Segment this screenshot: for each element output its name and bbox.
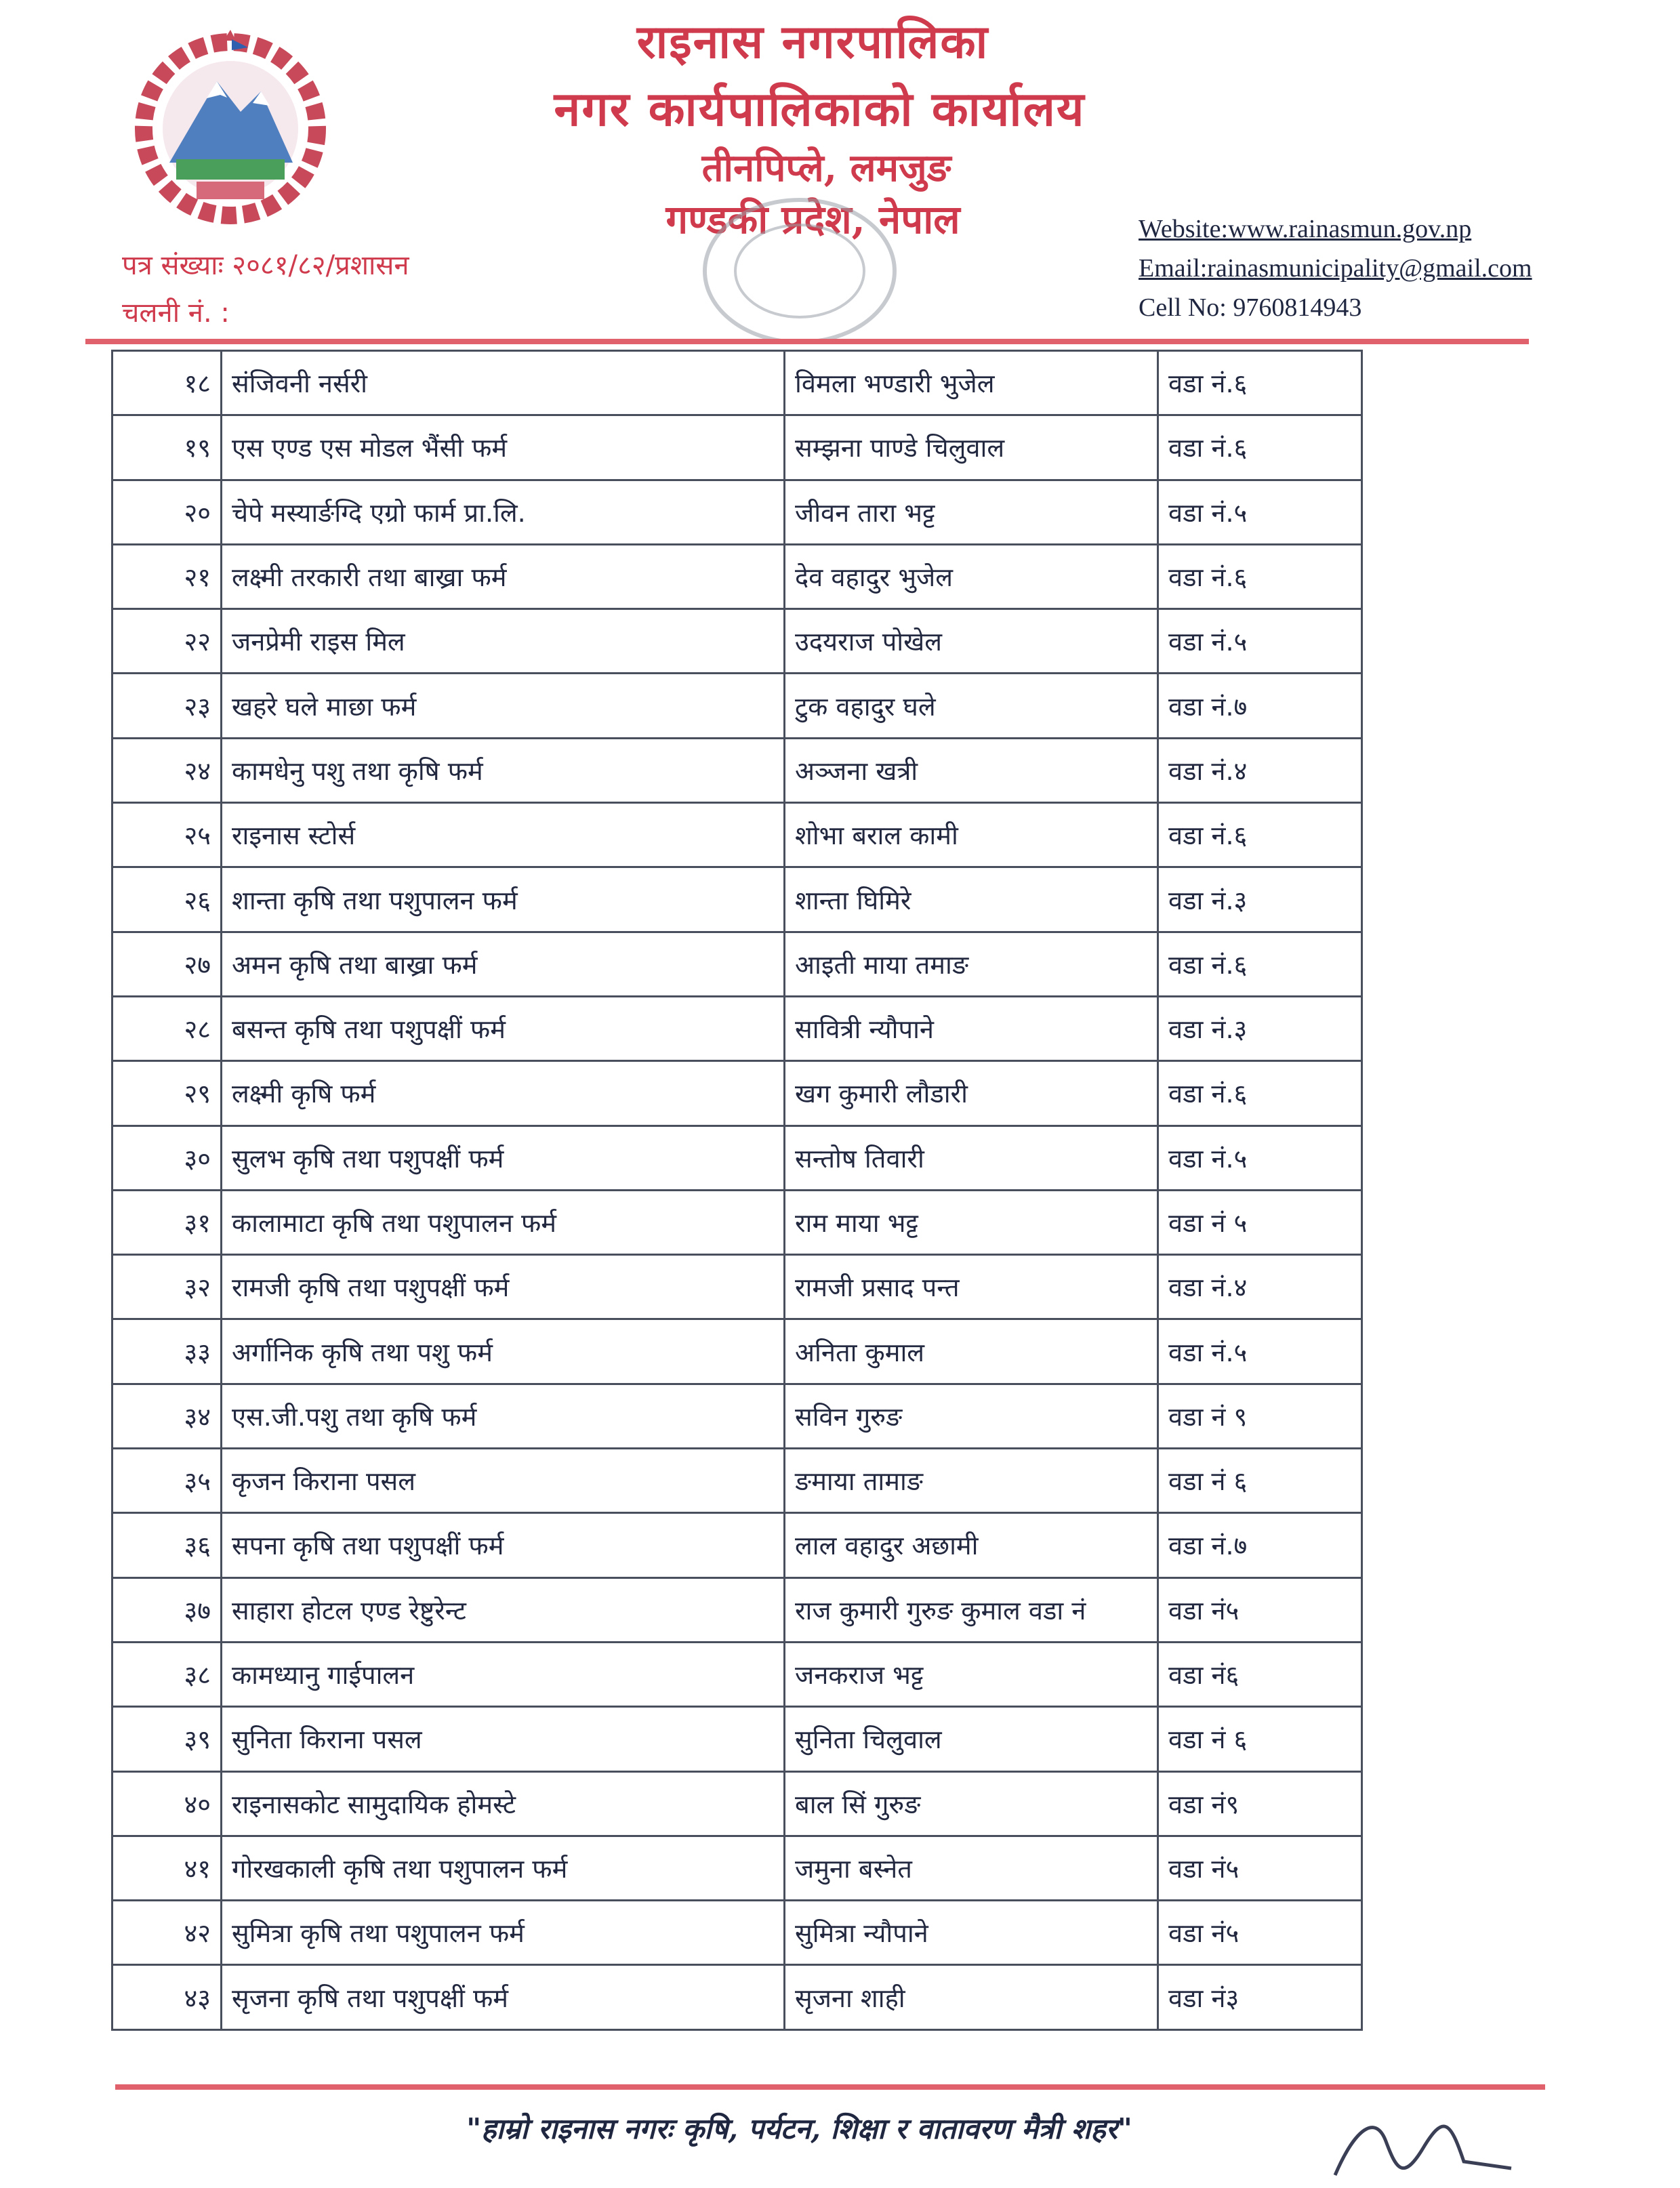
serial-number: ४३ (112, 1965, 222, 2029)
serial-number: ४२ (112, 1901, 222, 1965)
proprietor-name: सुमित्रा न्यौपाने (785, 1901, 1158, 1965)
firm-name: लक्ष्मी तरकारी तथा बाख्रा फर्म (222, 544, 785, 608)
proprietor-name: शान्ता घिमिरे (785, 867, 1158, 932)
serial-number: ३६ (112, 1513, 222, 1577)
serial-number: ३५ (112, 1449, 222, 1513)
firm-name: कृजन किराना पसल (222, 1449, 785, 1513)
proprietor-name: राम माया भट्ट (785, 1190, 1158, 1254)
ward-number: वडा नं.५ (1158, 609, 1362, 674)
serial-number: २६ (112, 867, 222, 932)
table-row (112, 1190, 1362, 1254)
serial-number: २३ (112, 674, 222, 738)
ward-number: वडा नं.३ (1158, 867, 1362, 932)
serial-number: ३९ (112, 1707, 222, 1771)
ward-number: वडा नं.७ (1158, 674, 1362, 738)
firm-name: राइनासकोट सामुदायिक होमस्टे (222, 1771, 785, 1836)
firm-name: सुलभ कृषि तथा पशुपक्षीं फर्म (222, 1126, 785, 1190)
table-row (112, 1255, 1362, 1319)
ward-number: वडा नं३ (1158, 1965, 1362, 2029)
proprietor-name: अञ्जना खत्री (785, 738, 1158, 802)
firm-name: एस.जी.पशु तथा कृषि फर्म (222, 1384, 785, 1448)
letter-number: पत्र संख्याः २०८१/८२/प्रशासन (122, 250, 409, 281)
ward-number: वडा नं.५ (1158, 480, 1362, 544)
ward-number: वडा नं५ (1158, 1577, 1362, 1642)
table-row (112, 1965, 1362, 2029)
ward-number: वडा नं.४ (1158, 1255, 1362, 1319)
ward-number: वडा नं५ (1158, 1836, 1362, 1900)
proprietor-name: जनकराज भट्ट (785, 1642, 1158, 1706)
table-row (112, 1449, 1362, 1513)
table-row (112, 996, 1362, 1060)
firm-name: खहरे घले माछा फर्म (222, 674, 785, 738)
firm-name: सुनिता किराना पसल (222, 1707, 785, 1771)
proprietor-name: विमला भण्डारी भुजेल (785, 351, 1158, 415)
table-row (112, 1771, 1362, 1836)
proprietor-name: आइती माया तमाङ (785, 932, 1158, 996)
proprietor-name: बाल सिं गुरुङ (785, 1771, 1158, 1836)
ward-number: वडा नं.६ (1158, 1061, 1362, 1126)
table-row (112, 1319, 1362, 1384)
firm-name: सपना कृषि तथा पशुपक्षीं फर्म (222, 1513, 785, 1577)
proprietor-name: शोभा बराल कामी (785, 803, 1158, 867)
table-row (112, 1707, 1362, 1771)
serial-number: ३३ (112, 1319, 222, 1384)
proprietor-name: रामजी प्रसाद पन्त (785, 1255, 1158, 1319)
serial-number: ३१ (112, 1190, 222, 1254)
proprietor-name: सम्झना पाण्डे चिलुवाल (785, 415, 1158, 480)
footer-divider (115, 2084, 1545, 2090)
table-row (112, 932, 1362, 996)
firm-name: साहारा होटल एण्ड रेष्टुरेन्ट (222, 1577, 785, 1642)
table-row (112, 609, 1362, 674)
table-row (112, 1642, 1362, 1706)
firm-name: सुमित्रा कृषि तथा पशुपालन फर्म (222, 1901, 785, 1965)
cell-number: Cell No: 9760814943 (1139, 293, 1362, 322)
table-row (112, 803, 1362, 867)
proprietor-name: सावित्री न्यौपाने (785, 996, 1158, 1060)
table-row (112, 1061, 1362, 1126)
table-row (112, 674, 1362, 738)
ward-number: वडा नं.६ (1158, 544, 1362, 608)
firm-name: कालामाटा कृषि तथा पशुपालन फर्म (222, 1190, 785, 1254)
firm-name: एस एण्ड एस मोडल भैंसी फर्म (222, 415, 785, 480)
table-row (112, 1836, 1362, 1900)
proprietor-name: लाल वहादुर अछामी (785, 1513, 1158, 1577)
table-row (112, 480, 1362, 544)
footer-motto: "हाम्रो राइनास नगरः कृषि, पर्यटन, शिक्षा र वातावरण मैत्री शहर" (466, 2112, 1132, 2145)
table-row (112, 738, 1362, 802)
proprietor-name: देव वहादुर भुजेल (785, 544, 1158, 608)
serial-number: २८ (112, 996, 222, 1060)
proprietor-name: जीवन तारा भट्ट (785, 480, 1158, 544)
proprietor-name: ङमाया तामाङ (785, 1449, 1158, 1513)
firm-name: गोरखकाली कृषि तथा पशुपालन फर्म (222, 1836, 785, 1900)
serial-number: ४० (112, 1771, 222, 1836)
firm-name: बसन्त कृषि तथा पशुपक्षीं फर्म (222, 996, 785, 1060)
email-link[interactable]: Email:rainasmunicipality@gmail.com (1139, 254, 1532, 283)
firm-name: लक्ष्मी कृषि फर्म (222, 1061, 785, 1126)
serial-number: २० (112, 480, 222, 544)
firm-name: राइनास स्टोर्स (222, 803, 785, 867)
serial-number: २५ (112, 803, 222, 867)
table-row (112, 351, 1362, 415)
table-row (112, 1901, 1362, 1965)
serial-number: २९ (112, 1061, 222, 1126)
ward-number: वडा नं.५ (1158, 1126, 1362, 1190)
serial-number: ३४ (112, 1384, 222, 1448)
ward-number: वडा नं ९ (1158, 1384, 1362, 1448)
serial-number: १९ (112, 415, 222, 480)
ward-number: वडा नं.७ (1158, 1513, 1362, 1577)
proprietor-name: अनिता कुमाल (785, 1319, 1158, 1384)
table-row (112, 867, 1362, 932)
website-link[interactable]: Website:www.rainasmun.gov.np (1139, 215, 1472, 243)
firm-name: सृजना कृषि तथा पशुपक्षीं फर्म (222, 1965, 785, 2029)
firm-name: कामधेनु पशु तथा कृषि फर्म (222, 738, 785, 802)
municipality-name: राइनास नगरपालिका (636, 15, 989, 69)
office-province: गण्डकी प्रदेश, नेपाल (665, 197, 960, 243)
serial-number: २७ (112, 932, 222, 996)
proprietor-name: खग कुमारी लौडारी (785, 1061, 1158, 1126)
ward-number: वडा नं ५ (1158, 1190, 1362, 1254)
ward-number: वडा नं.६ (1158, 803, 1362, 867)
ward-number: वडा नं.६ (1158, 415, 1362, 480)
table-row (112, 1126, 1362, 1190)
table-row (112, 1513, 1362, 1577)
proprietor-name: सविन गुरुङ (785, 1384, 1158, 1448)
proprietor-name: सृजना शाही (785, 1965, 1158, 2029)
ward-number: वडा नं ६ (1158, 1707, 1362, 1771)
firm-name: संजिवनी नर्सरी (222, 351, 785, 415)
office-location: तीनपिप्ले, लमजुङ (701, 146, 951, 190)
firm-name: अर्गानिक कृषि तथा पशु फर्म (222, 1319, 785, 1384)
serial-number: ३७ (112, 1577, 222, 1642)
proprietor-name: सन्तोष तिवारी (785, 1126, 1158, 1190)
ward-number: वडा नं६ (1158, 1642, 1362, 1706)
firm-name: शान्ता कृषि तथा पशुपालन फर्म (222, 867, 785, 932)
dispatch-number: चलनी नं. : (122, 297, 230, 329)
serial-number: २४ (112, 738, 222, 802)
proprietor-name: राज कुमारी गुरुङ कुमाल वडा नं (785, 1577, 1158, 1642)
header-divider (85, 339, 1529, 344)
proprietor-name: जमुना बस्नेत (785, 1836, 1158, 1900)
ward-number: वडा नं.६ (1158, 351, 1362, 415)
firm-name: कामध्यानु गाईपालन (222, 1642, 785, 1706)
serial-number: २१ (112, 544, 222, 608)
firm-name: जनप्रेमी राइस मिल (222, 609, 785, 674)
ward-number: वडा नं ६ (1158, 1449, 1362, 1513)
table-row (112, 544, 1362, 608)
firm-name: अमन कृषि तथा बाख्रा फर्म (222, 932, 785, 996)
ward-number: वडा नं५ (1158, 1901, 1362, 1965)
ward-number: वडा नं.५ (1158, 1319, 1362, 1384)
ward-number: वडा नं.३ (1158, 996, 1362, 1060)
serial-number: ३२ (112, 1255, 222, 1319)
signature-icon (1322, 2101, 1525, 2188)
office-name: नगर कार्यपालिकाको कार्यालय (554, 81, 1086, 137)
serial-number: ३८ (112, 1642, 222, 1706)
proprietor-name: टुक वहादुर घले (785, 674, 1158, 738)
ward-number: वडा नं.६ (1158, 932, 1362, 996)
ward-number: वडा नं.४ (1158, 738, 1362, 802)
table-row (112, 415, 1362, 480)
proprietor-name: सुनिता चिलुवाल (785, 1707, 1158, 1771)
ward-number: वडा नं९ (1158, 1771, 1362, 1836)
serial-number: १८ (112, 351, 222, 415)
proprietor-name: उदयराज पोखेल (785, 609, 1158, 674)
firm-name: रामजी कृषि तथा पशुपक्षीं फर्म (222, 1255, 785, 1319)
serial-number: २२ (112, 609, 222, 674)
registered-firms-table (111, 350, 1363, 2031)
firm-name: चेपे मस्यार्ङग्दि एग्रो फार्म प्रा.लि. (222, 480, 785, 544)
table-row (112, 1384, 1362, 1448)
table-row (112, 1577, 1362, 1642)
serial-number: ४१ (112, 1836, 222, 1900)
serial-number: ३० (112, 1126, 222, 1190)
